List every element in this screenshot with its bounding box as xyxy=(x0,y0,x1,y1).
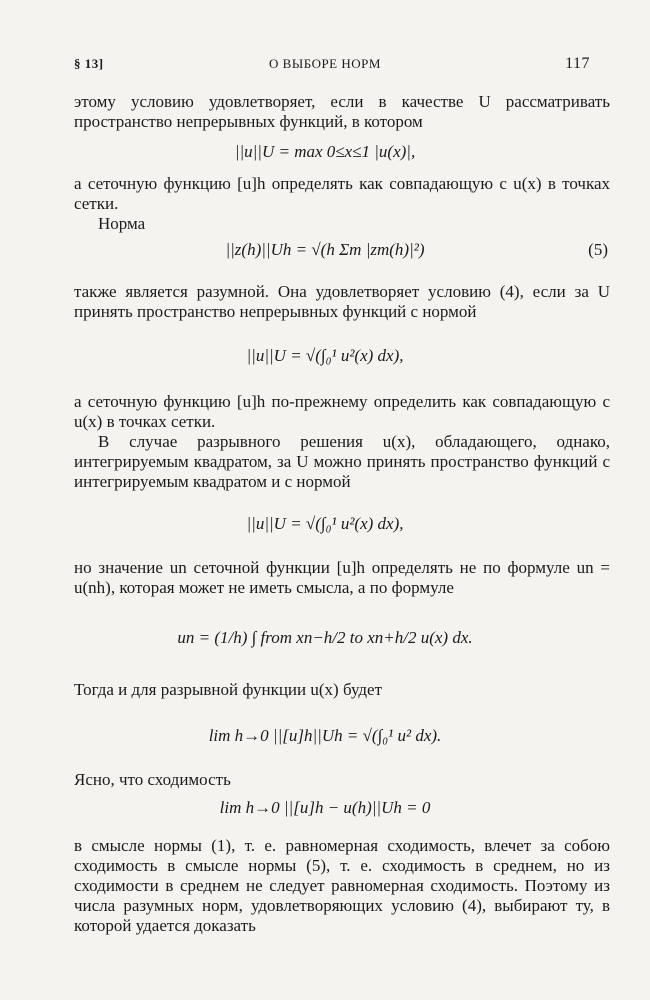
equation-5: un = (1/h) ∫ from xn−h/2 to xn+h/2 u(x) dx. xyxy=(177,628,473,647)
equation-2 xyxy=(0,240,650,260)
paragraph-2: а сеточную функцию [u]h определять как совпадающую с u(x) в точках сетки. xyxy=(74,174,610,213)
paragraph-7: но значение un сеточной функции [u]h определять не по формуле un = u(nh), которая может не иметь смысла, а по формуле xyxy=(74,558,610,597)
paragraph-5: а сеточную функцию [u]h по-прежнему определить как совпадающую с u(x) в точках сетки. xyxy=(74,392,610,431)
page-number: 117 xyxy=(565,55,590,72)
paragraph-4: также является разумной. Она удовлетворяет условию (4), если за U принять пространство непрерывных функций с нормой xyxy=(74,282,610,321)
equation-7: lim h→0 ||[u]h − u(h)||Uh = 0 xyxy=(219,798,431,817)
paragraph-8: Тогда и для разрывной функции u(x) будет xyxy=(74,680,383,699)
paragraph-1: этому условию удовлетворяет, если в качестве U рассматривать пространство непрерывных функций, в котором xyxy=(74,92,610,131)
equation-3: ||u||U = √(∫₀¹ u²(x) dx), xyxy=(246,346,404,365)
equation-1: ||u||U = max 0≤x≤1 |u(x)|, xyxy=(234,142,416,161)
paragraph-9: Ясно, что сходимость xyxy=(74,770,231,789)
equation-2-body: ||z(h)||Uh = √(h Σm |zm(h)|²) xyxy=(225,240,425,259)
section-marker: § 13] xyxy=(74,56,104,71)
running-title: О ВЫБОРЕ НОРМ xyxy=(269,56,381,71)
equation-6: lim h→0 ||[u]h||Uh = √(∫₀¹ u² dx). xyxy=(208,726,442,745)
paragraph-10: в смысле нормы (1), т. е. равномерная сходимость, влечет за собою сходимость в смысле нормы (5), т. е. сходимость в среднем, но из сходимости в среднем не следует равномерная сходимость. Поэтому из числа разумных норм, удовлетворяющих условию (4), выбирают ту, в которой удается доказать xyxy=(74,836,610,935)
paragraph-3: Норма xyxy=(98,214,146,233)
equation-number-5: (5) xyxy=(588,240,608,259)
paragraph-6: В случае разрывного решения u(x), обладающего, однако, интегрируемым квадратом, за U можно принять пространство функций с интегрируемым квадратом и с нормой xyxy=(74,432,610,491)
equation-4: ||u||U = √(∫₀¹ u²(x) dx), xyxy=(246,514,404,533)
